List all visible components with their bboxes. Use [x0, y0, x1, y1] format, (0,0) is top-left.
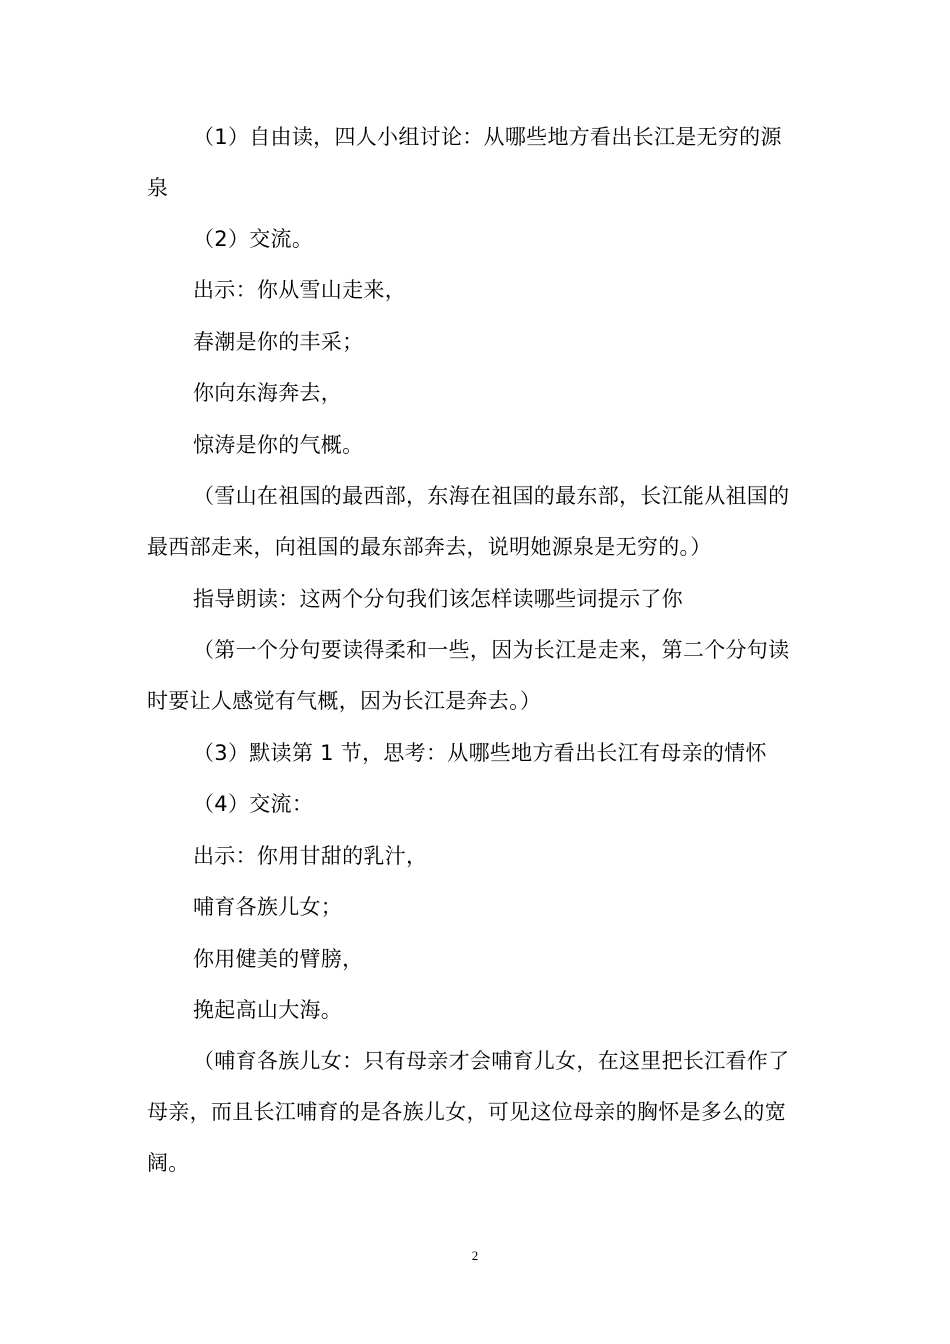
paragraph-2: （2）交流。	[193, 227, 314, 251]
paragraph-7: （雪山在祖国的最西部，东海在祖国的最东部，长江能从祖国的最西部走来，向祖国的最东部奔去，说明她源泉是无穷的。）	[147, 484, 790, 559]
paragraph-15: 挽起高山大海。	[193, 998, 343, 1022]
paragraph-9: （第一个分句要读得柔和一些，因为长江是走来，第二个分句读时要让人感觉有气概，因为长江是奔去。）	[147, 638, 790, 713]
paragraph-12: 出示：你用甘甜的乳汁，	[193, 844, 428, 868]
page-number: 2	[471, 1248, 479, 1263]
paragraph-16: （哺育各族儿女：只有母亲才会哺育儿女，在这里把长江看作了母亲，而且长江哺育的是各族儿女，可见这位母亲的胸怀是多么的宽阔。	[147, 1049, 790, 1175]
paragraph-14: 你用健美的臂膀，	[193, 947, 364, 971]
paragraph-8: 指导朗读：这两个分句我们该怎样读哪些词提示了你	[193, 587, 683, 611]
paragraph-6: 惊涛是你的气概。	[193, 433, 364, 457]
paragraph-4: 春潮是你的丰采；	[193, 330, 364, 354]
paragraph-1: （1）自由读，四人小组讨论：从哪些地方看出长江是无穷的源泉	[147, 125, 782, 200]
paragraph-10: （3）默读第 1 节，思考：从哪些地方看出长江有母亲的情怀	[193, 741, 767, 765]
paragraph-5: 你向东海奔去，	[193, 381, 343, 405]
paragraph-13: 哺育各族儿女；	[193, 895, 343, 919]
paragraph-3: 出示：你从雪山走来，	[193, 278, 406, 302]
paragraph-11: （4）交流：	[193, 792, 314, 816]
